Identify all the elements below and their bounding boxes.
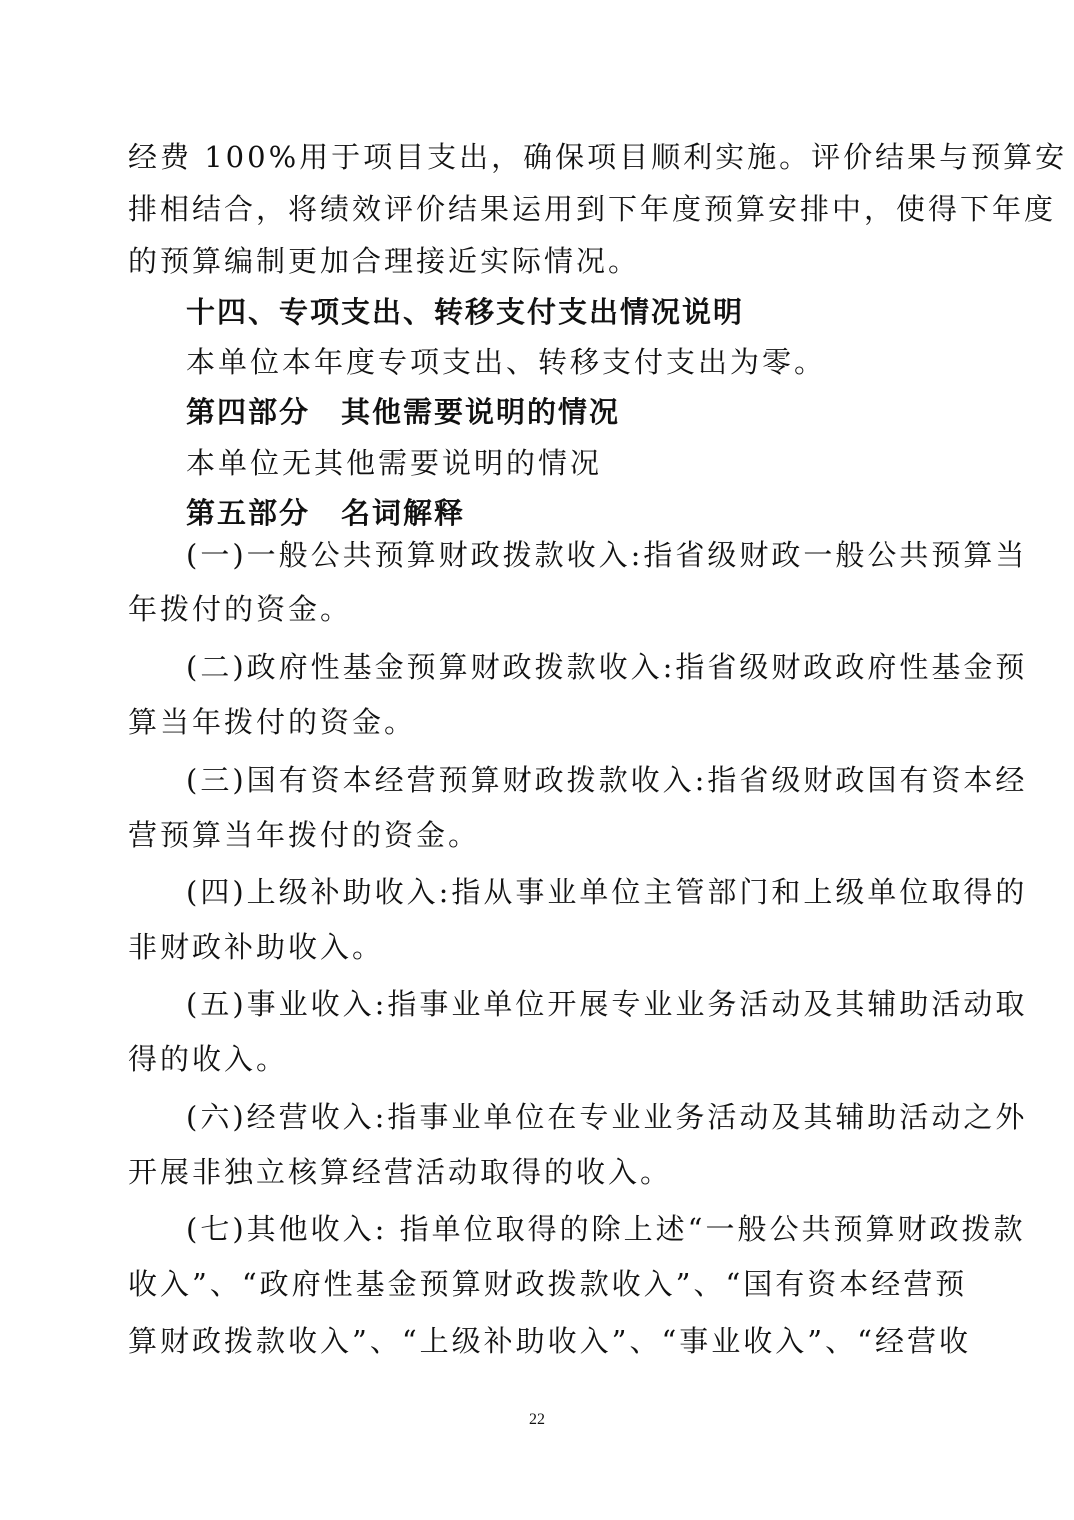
definition-line: 算当年拨付的资金。 — [128, 705, 417, 739]
section-heading: 十四、专项支出、转移支付支出情况说明 — [186, 295, 745, 329]
definition-line: (一)一般公共预算财政拨款收入:指省级财政一般公共预算当 — [186, 538, 1028, 572]
definition-line: 开展非独立核算经营活动取得的收入。 — [128, 1155, 673, 1189]
definition-line: 营预算当年拨付的资金。 — [128, 818, 481, 852]
definition-line: 年拨付的资金。 — [128, 592, 353, 626]
definition-line: (三)国有资本经营预算财政拨款收入:指省级财政国有资本经 — [186, 763, 1028, 797]
paragraph-line: 本单位本年度专项支出、转移支付支出为零。 — [186, 345, 827, 379]
page-number: 22 — [529, 1411, 545, 1428]
definition-line: 算财政拨款收入”、“上级补助收入”、“事业收入”、“经营收 — [128, 1324, 971, 1358]
definition-line: 得的收入。 — [128, 1042, 289, 1076]
definition-line: 非财政补助收入。 — [128, 930, 385, 964]
paragraph-line: 本单位无其他需要说明的情况 — [186, 446, 603, 480]
definition-line: (四)上级补助收入:指从事业单位主管部门和上级单位取得的 — [186, 875, 1028, 909]
paragraph-line: 经费 100%用于项目支出，确保项目顺利实施。评价结果与预算安 — [128, 140, 1068, 174]
definition-line: (七)其他收入: 指单位取得的除上述“一般公共预算财政拨款 — [186, 1212, 1026, 1246]
part-heading: 第五部分 名词解释 — [186, 496, 466, 530]
paragraph-line: 的预算编制更加合理接近实际情况。 — [128, 244, 641, 278]
part-heading: 第四部分 其他需要说明的情况 — [186, 395, 621, 429]
definition-line: (五)事业收入:指事业单位开展专业业务活动及其辅助活动取 — [186, 987, 1028, 1021]
definition-line: 收入”、“政府性基金预算财政拨款收入”、“国有资本经营预 — [128, 1267, 968, 1301]
paragraph-line: 排相结合，将绩效评价结果运用到下年度预算安排中，使得下年度 — [128, 192, 1057, 226]
definition-line: (二)政府性基金预算财政拨款收入:指省级财政政府性基金预 — [186, 650, 1028, 684]
definition-line: (六)经营收入:指事业单位在专业业务活动及其辅助活动之外 — [186, 1100, 1028, 1134]
